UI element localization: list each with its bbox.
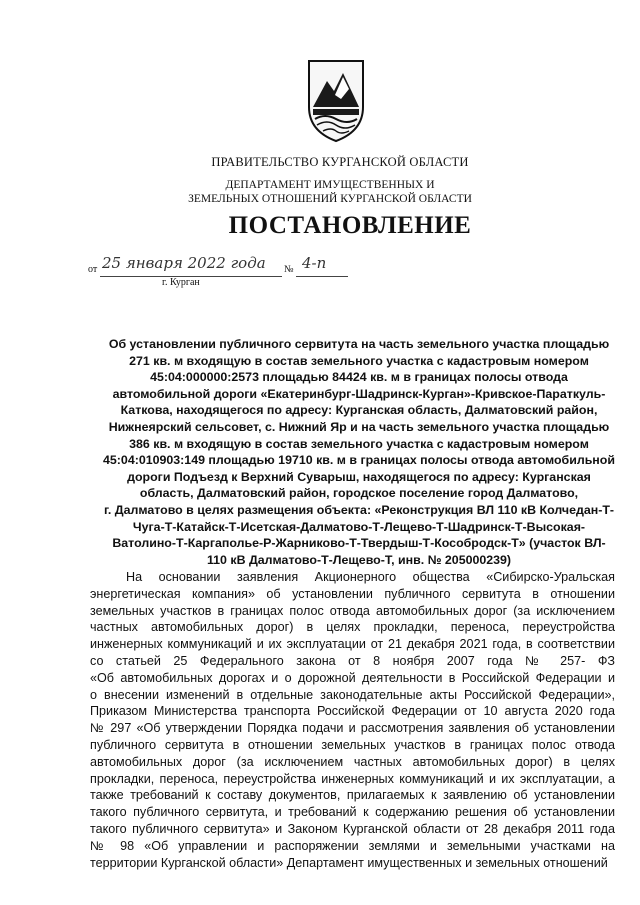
department-name-line: ЗЕМЕЛЬНЫХ ОТНОШЕНИЙ КУРГАНСКОЙ ОБЛАСТИ [188, 193, 472, 205]
subject-line: область, Далматовский район, городское поселение город Далматово, [139, 486, 579, 501]
body-line: публичного сервитута в отношении земельных участков в границах полос отвода [90, 737, 615, 752]
document-subject [78, 336, 640, 568]
body-line: № 98 «Об управлении и распоряжении землями и земельными участками на [90, 838, 615, 853]
body-line: земельных участков в границах полос отвода автомобильных дорог (за исключением [90, 603, 615, 618]
subject-line: 271 кв. м входящую в состав земельного участка с кадастровым номером [129, 353, 589, 368]
government-name: ПРАВИТЕЛЬСТВО КУРГАНСКОЙ ОБЛАСТИ [211, 155, 469, 169]
body-line: энергетическая компания» об установлении публичного сервитута в отношении [90, 586, 615, 601]
subject-line: 110 кВ Далматово-Т-Лещево-Т, инв. № 205000239) [206, 552, 512, 567]
number-label: № [284, 264, 294, 275]
subject-line: г. Далматово в целях размещения объекта: «Реконструкция ВЛ 110 кВ Колчедан-Т- [103, 502, 615, 517]
body-line: такого публичного сервитута, и требований к содержанию решения об установлении [90, 805, 615, 820]
subject-line: Нижнеярский сельсовет, с. Нижний Яр и на часть земельного участка площадью [108, 419, 610, 434]
subject-line: автомобильной дороги «Екатеринбург-Шадринск-Курган»-Кривское-Параткуль- [112, 386, 606, 401]
body-line: со статьей 25 Федерального закона от 8 ноября 2007 года № 257- ФЗ [90, 653, 615, 668]
document-body [90, 569, 615, 871]
subject-line: дороги Подъезд к Верхний Суварыш, находящегося по адресу: Курганская [127, 469, 591, 484]
document-type-title: ПОСТАНОВЛЕНИЕ [228, 212, 472, 239]
body-line: прокладки, переноса, переустройства инженерных коммуникаций и их эксплуатации, а [90, 771, 615, 786]
body-line: «Об автомобильных дорогах и о дорожной деятельности в Российской Федерации и [90, 670, 615, 685]
date-from-label: от [88, 264, 98, 275]
subject-line: 45:04:000000:2573 площадью 84424 кв. м в границах полосы отвода [150, 370, 568, 385]
department-name [160, 178, 500, 206]
body-line: также требований к составу документов, прилагаемых к заявлению об установлении [90, 788, 615, 803]
body-line: о внесении изменений в отдельные законодательные акты Российской Федерации», [90, 687, 615, 702]
subject-line: Об установлении публичного сервитута на часть земельного участка площадью [108, 337, 610, 351]
number-underline [296, 276, 348, 277]
department-name-line: ДЕПАРТАМЕНТ ИМУЩЕСТВЕННЫХ И [225, 179, 435, 191]
subject-line: 386 кв. м входящую в состав земельного участка с кадастровым номером [129, 436, 589, 451]
subject-line: Чуга-Т-Катайск-Т-Исетская-Далматово-Т-Лещево-Т-Шадринск-Т-Высокая- [132, 519, 586, 534]
subject-line: Каткова, находящегося по адресу: Курганская область, Далматовский район, [120, 403, 598, 418]
subject-line: Ватолино-Т-Каргаполье-Р-Жарниково-Т-Твердыш-Т-Кособродск-Т» (участок ВЛ- [112, 536, 606, 551]
body-line: территории Курганской области» Департамент имущественных и земельных отношений [90, 855, 608, 870]
body-line: № 297 «Об утверждении Порядка подачи и рассмотрения заявления об установлении [90, 721, 615, 736]
body-line: На основании заявления Акционерного общества «Сибирско-Уральская [126, 570, 615, 584]
body-line: частных автомобильных дорог) в целях прокладки, переноса, переустройства [90, 620, 615, 635]
body-line: автомобильных дорог (за исключением частных автомобильных дорог) в целях [90, 754, 615, 769]
body-line: такого публичного сервитута» и Законом Курганской области от 28 декабря 2011 года [90, 821, 615, 836]
subject-line: 45:04:010903:149 площадью 19710 кв. м в границах полосы отвода автомобильной [103, 453, 615, 468]
city-label: г. Курган [162, 277, 200, 288]
body-line: инженерных коммуникаций и их эксплуатации от 21 декабря 2021 года, в соответствии [90, 637, 615, 652]
body-line: Приказом Министерства транспорта Российской Федерации от 10 августа 2020 года [90, 704, 615, 719]
handwritten-number: 4-п [302, 254, 327, 272]
coat-of-arms-emblem [305, 55, 367, 145]
date-number-line [88, 256, 368, 280]
handwritten-date: 25 января 2022 года [102, 254, 266, 272]
